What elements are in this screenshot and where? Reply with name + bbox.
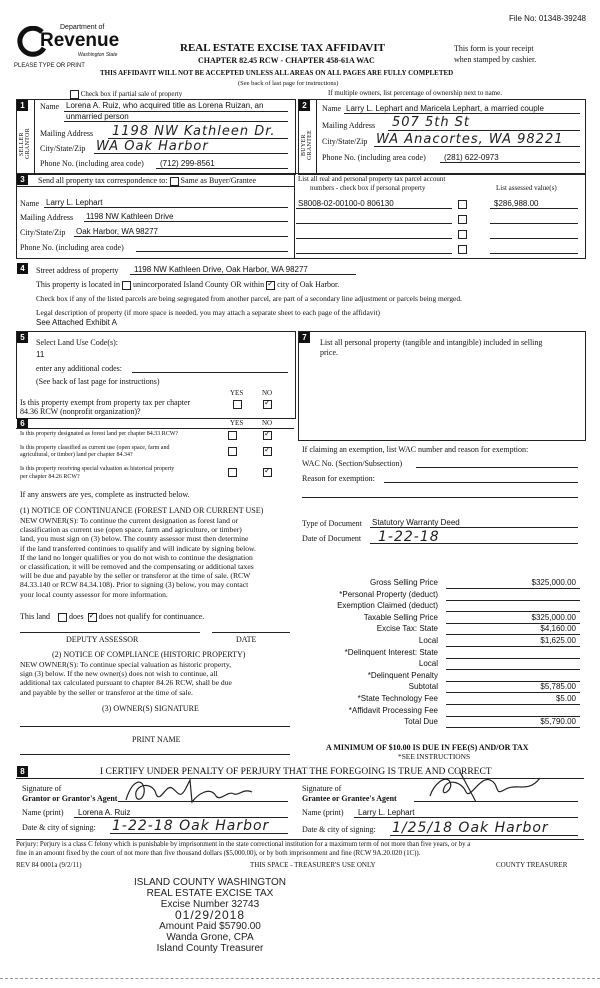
fee-row <box>300 706 580 718</box>
grantee-signature-label-2: Grantee or Grantee's Agent <box>302 794 397 803</box>
this-land-qualify: This land does ✓ does not qualify for continuance. <box>20 612 204 622</box>
tax-correspondence-label: Send all property tax correspondence to: Same as Buyer/Grantee <box>38 176 257 185</box>
grantee-date-value: 1/25/18 Oak Harbor <box>392 820 549 836</box>
notice-line: land, you must sign on (3) below. The county assessor must then determine <box>20 534 249 544</box>
assessed-heading: List assessed value(s) <box>496 184 557 192</box>
grantor-signature-label-1: Signature of <box>22 784 62 793</box>
sec5-yes-header: YES <box>230 389 244 397</box>
fee-label: Local <box>418 659 438 669</box>
parcel-number-value: S8008-02-00100-0 806130 <box>298 199 394 208</box>
logo-top-text: Department of <box>60 24 105 31</box>
correspondence-phone-label: Phone No. (including area code) <box>20 243 124 252</box>
current-use-yes-checkbox[interactable] <box>228 446 237 456</box>
buyer-mail-label: Mailing Address <box>322 121 376 130</box>
fee-label: Exemption Claimed (deduct) <box>337 601 438 611</box>
personal-property-checkbox-4[interactable] <box>458 244 467 254</box>
historic-question-2: per chapter 84.26 RCW? <box>20 474 80 480</box>
sec6-yes-header: YES <box>230 419 244 427</box>
see-back-note: (See back of last page for instructions) <box>238 80 339 87</box>
buyer-name-value: Larry L. Lephart and Maricela Lephart, a married couple <box>346 104 544 113</box>
fee-label: *Affidavit Processing Fee <box>348 705 438 715</box>
file-number: File No: 01348-39248 <box>509 14 586 23</box>
treasurer-space-label: THIS SPACE - TREASURER'S USE ONLY <box>250 861 376 869</box>
personal-property-heading-2: price. <box>320 348 338 357</box>
current-use-question-1: Is this property classified as current use (open space, farm and <box>20 445 170 451</box>
logo-sub-text: Washington State <box>78 52 118 58</box>
grantor-name-label: Name (print) <box>22 808 64 817</box>
grantee-name-value: Larry L. Lephart <box>358 808 415 817</box>
warning-banner: THIS AFFIDAVIT WILL NOT BE ACCEPTED UNLESS ALL AREAS ON ALL PAGES ARE FULLY COMPLETED <box>100 69 454 77</box>
notice-continuance-body <box>20 516 292 599</box>
grantee-date-label: Date & city of signing: <box>302 825 376 834</box>
notice-line: if the land transferred continues to qualify and will indicate by signing below. <box>20 543 256 553</box>
exemption-reason-label: Reason for exemption: <box>302 474 375 483</box>
historic-question-1: Is this property receiving special valuation as historical property <box>20 466 175 472</box>
fee-row <box>300 659 580 671</box>
historic-no-checkbox[interactable] <box>263 467 272 477</box>
dept-revenue-logo <box>16 22 126 64</box>
section-4-badge: 4 <box>17 263 28 274</box>
partial-sale-label: Check box if partial sale of property <box>70 90 182 99</box>
fee-label: Gross Selling Price <box>369 578 438 587</box>
see-instructions-note: *SEE INSTRUCTIONS <box>398 752 471 761</box>
correspondence-name-label: Name <box>20 199 40 208</box>
sec5-no-header: NO <box>262 389 273 397</box>
fee-value: $1,625.00 <box>540 635 576 645</box>
grantee-signature <box>420 768 560 804</box>
same-as-buyer-checkbox[interactable] <box>170 177 179 186</box>
fee-row <box>300 717 580 729</box>
minimum-due-notice: A MINIMUM OF $10.00 IS DUE IN FEE(S) AND/OR TAX <box>326 743 529 752</box>
correspondence-name-value: Larry L. Lephart <box>46 198 103 207</box>
seller-name-value-2: unmarried person <box>66 112 129 121</box>
exempt-question-2: 84.36 RCW (nonprofit organization)? <box>20 407 141 416</box>
fee-row <box>300 648 580 660</box>
fee-row <box>300 590 580 602</box>
correspondence-mail-label: Mailing Address <box>20 213 74 222</box>
print-name-label: PRINT NAME <box>132 735 181 744</box>
deputy-assessor-label: DEPUTY ASSESSOR <box>66 635 139 644</box>
fee-row <box>300 671 580 683</box>
notice-line: If the land no longer qualifies or you do not wish to continue the designation <box>20 552 253 562</box>
document-type-value: Statutory Warranty Deed <box>372 518 460 527</box>
legal-description-label: Legal description of property (if more space is needed, you may attach a separate sheet to each page of the affidavit) <box>36 308 380 317</box>
fee-value: $5,790.00 <box>540 717 576 727</box>
city-checkbox[interactable] <box>266 281 275 290</box>
seller-side-label: SELLER GRANTOR <box>19 128 31 160</box>
grantee-signature-label-1: Signature of <box>302 784 342 793</box>
fee-label: *Personal Property (deduct) <box>339 589 438 599</box>
fee-label: *State Technology Fee <box>357 693 438 703</box>
certify-statement: I CERTIFY UNDER PENALTY OF PERJURY THAT THE FOREGOING IS TRUE AND CORRECT <box>100 767 492 777</box>
fee-label: Local <box>418 635 438 645</box>
fee-label: *Delinquent Penalty <box>367 670 438 680</box>
multi-owners-note: If multiple owners, list percentage of ownership next to name. <box>328 89 502 97</box>
notice-line: classification as current use (open space, farm and agriculture, or timber) <box>20 525 242 535</box>
fee-row <box>300 694 580 706</box>
fee-row <box>300 682 580 694</box>
section-7-box <box>298 331 586 441</box>
fee-value: $4,160.00 <box>540 624 576 634</box>
current-use-no-checkbox[interactable] <box>263 446 272 456</box>
exempt-no-checkbox[interactable] <box>263 399 272 409</box>
stamp-line-4: 01/29/2018 <box>174 908 246 922</box>
section-7-badge: 7 <box>299 332 310 343</box>
unincorporated-checkbox[interactable] <box>122 281 131 290</box>
receipt-note-2: when stamped by cashier. <box>454 55 537 64</box>
seller-mail-value: 1198 NW Kathleen Dr. <box>112 124 276 139</box>
fee-label: *Delinquent Interest: State <box>344 647 438 657</box>
document-type-label: Type of Document <box>302 519 362 528</box>
section-1-badge: 1 <box>17 100 28 111</box>
historic-yes-checkbox[interactable] <box>228 467 237 477</box>
notice-line: or classification, it will be removed and the compensating or additional taxes <box>20 562 254 572</box>
fee-value: $325,000.00 <box>531 578 576 587</box>
land-does-checkbox[interactable] <box>58 613 67 622</box>
section-3-badge: 3 <box>17 174 28 185</box>
grantor-signature <box>120 774 270 808</box>
notice-line: and payable by the seller or transferor at the time of sale. <box>20 687 193 697</box>
seller-mail-label: Mailing Address <box>40 129 94 138</box>
assessor-date-label: DATE <box>236 635 257 644</box>
personal-property-heading-1: List all personal property (tangible and intangible) included in selling <box>320 338 543 347</box>
wac-number-label: WAC No. (Section/Subsection) <box>302 459 403 468</box>
partial-sale-checkbox[interactable] <box>70 90 79 99</box>
document-date-label: Date of Document <box>302 534 362 543</box>
stamp-line-3: Excise Number 32743 <box>160 899 260 910</box>
legal-description-value: See Attached Exhibit A <box>36 318 117 327</box>
seller-city-label: City/State/Zip <box>40 144 86 153</box>
buyer-name-label: Name <box>322 104 342 113</box>
fee-row <box>300 601 580 613</box>
stamp-line-6: Wanda Grone, CPA <box>166 932 254 943</box>
seller-name-value-1: Lorena A. Ruiz, who acquired title as Lorena Ruizan, an <box>66 101 264 110</box>
correspondence-city-value: Oak Harbor, WA 98277 <box>76 227 158 236</box>
notice-line: 84.33.140 or RCW 84.34.108). Prior to signing (3) below, you may contact <box>20 580 249 590</box>
fee-label: Total Due <box>404 717 438 727</box>
fee-value: $325,000.00 <box>531 612 576 622</box>
land-use-value: 11 <box>36 350 45 359</box>
if-yes-instructions: If any answers are yes, complete as instructed below. <box>20 490 190 499</box>
perjury-warning-2: fine in an amount fixed by the court of not more than five thousand dollars ($5,000.00), or by both imprisonment and fine (RCW 9A.20.020 (1C)). <box>16 850 421 857</box>
form-subtitle: CHAPTER 82.45 RCW - CHAPTER 458-61A WAC <box>198 56 375 65</box>
buyer-mail-value: 507 5th St <box>392 115 471 130</box>
stamp-line-2: REAL ESTATE EXCISE TAX <box>146 888 274 899</box>
fee-row <box>300 636 580 648</box>
land-use-label: Select Land Use Code(s): <box>36 338 118 347</box>
stamp-line-7: Island County Treasurer <box>156 943 264 954</box>
property-location: This property is located in unincorporated Island County OR within ✓ city of Oak Harbor. <box>36 280 339 290</box>
forest-land-question: Is this property designated as forest land per chapter 84.33 RCW? <box>20 431 179 437</box>
stamp-line-1: ISLAND COUNTY WASHINGTON <box>133 877 287 888</box>
notice-compliance-title: (2) NOTICE OF COMPLIANCE (HISTORIC PROPERTY) <box>52 650 246 659</box>
fee-label: Taxable Selling Price <box>363 612 438 622</box>
grantee-name-label: Name (print) <box>302 808 344 817</box>
seller-name-label: Name <box>40 102 60 111</box>
fee-row <box>300 578 580 590</box>
logo-main-text: Revenue <box>40 30 120 51</box>
personal-property-checkbox-1[interactable] <box>458 199 467 209</box>
exempt-question-1: Is this property exempt from property tax per chapter <box>20 398 191 407</box>
please-type: PLEASE TYPE OR PRINT <box>14 63 85 69</box>
section-5-badge: 5 <box>17 332 28 343</box>
forest-yes-checkbox[interactable] <box>228 430 237 440</box>
notice-line: NEW OWNER(S): To continue the current designation as forest land or <box>20 516 239 525</box>
seller-phone-label: Phone No. (including area code) <box>40 159 144 168</box>
segregated-check-text: Check box if any of the listed parcels are being segregated from another parcel, are part of a secondary line adjustment or parcels being merged. <box>36 294 462 303</box>
document-date-value: 1-22-18 <box>378 529 440 545</box>
notice-line: your local county assessor for more information. <box>20 589 168 599</box>
notice-continuance-title: (1) NOTICE OF CONTINUANCE (FOREST LAND OR CURRENT USE) <box>20 506 264 515</box>
exempt-yes-checkbox[interactable] <box>233 399 242 409</box>
grantor-date-label: Date & city of signing: <box>22 823 96 832</box>
fee-label: Excise Tax: State <box>376 624 438 634</box>
grantor-name-value: Lorena A. Ruiz <box>78 808 131 817</box>
correspondence-city-label: City/State/Zip <box>20 228 66 237</box>
street-address-value: 1198 NW Kathleen Drive, Oak Harbor, WA 98277 <box>134 265 308 274</box>
notice-line: will be due and payable by the seller or transferor at the time of sale. (RCW <box>20 571 251 581</box>
grantor-date-value: 1-22-18 Oak Harbor <box>112 818 270 834</box>
current-use-question-2: agricultural, or timber) land per chapter 84.34? <box>20 452 133 458</box>
buyer-side-label: BUYER GRANTEE <box>301 129 313 161</box>
correspondence-mail-value: 1198 NW Kathleen Drive <box>86 212 174 221</box>
notice-compliance-body <box>20 660 292 697</box>
section-8-badge: 8 <box>17 766 28 777</box>
fee-row <box>300 624 580 636</box>
sec6-no-header: NO <box>262 419 273 427</box>
fees-table <box>300 578 580 729</box>
section-6-badge: 6 <box>17 418 28 429</box>
fee-row <box>300 613 580 625</box>
notice-line: sign (3) below. If the new owner(s) does not wish to continue, all <box>20 669 218 679</box>
perjury-warning-1: Perjury: Perjury is a class C felony which is punishable by imprisonment in the state correctional institution for a maximum term of not more than five years, or by a <box>16 841 471 848</box>
buyer-city-label: City/State/Zip <box>322 137 368 146</box>
forest-no-checkbox[interactable] <box>263 430 272 440</box>
revision-number: REV 84 0001a (9/2/11) <box>16 861 82 869</box>
parcel-heading-2: numbers - check box if personal property <box>310 184 426 192</box>
personal-property-checkbox-3[interactable] <box>458 229 467 239</box>
assessed-value: $286,988.00 <box>494 199 539 208</box>
fee-value: $5.00 <box>555 693 576 703</box>
exemption-claim-text: If claiming an exemption, list WAC number and reason for exemption: <box>302 445 529 454</box>
stamp-line-5: Amount Paid $5790.00 <box>159 921 261 932</box>
owner-signature-label: (3) OWNER(S) SIGNATURE <box>102 704 199 713</box>
street-address-label: Street address of property <box>36 266 119 275</box>
additional-codes-label: enter any additional codes: <box>36 364 122 373</box>
parcel-heading-1: List all real and personal property tax parcel account <box>298 175 446 183</box>
buyer-city-value: WA Anacortes, WA 98221 <box>376 132 564 147</box>
form-title: REAL ESTATE EXCISE TAX AFFIDAVIT <box>180 42 385 54</box>
receipt-note-1: This form is your receipt <box>454 44 534 53</box>
land-use-see-back: (See back of last page for instructions) <box>36 377 160 386</box>
buyer-phone-label: Phone No. (including area code) <box>322 153 426 162</box>
county-treasurer-label: COUNTY TREASURER <box>496 861 568 869</box>
seller-phone-value: (712) 299-8561 <box>160 159 215 168</box>
treasurer-stamp <box>120 877 300 954</box>
notice-line: NEW OWNER(S): To continue special valuation as historic property, <box>20 660 232 669</box>
grantor-signature-label-2: Grantor or Grantor's Agent <box>22 794 118 803</box>
section-2-badge: 2 <box>299 100 310 111</box>
buyer-phone-value: (281) 622-0973 <box>444 153 499 162</box>
fee-value: $5,785.00 <box>540 682 576 692</box>
land-does-not-checkbox[interactable] <box>88 613 97 622</box>
seller-city-value: WA Oak Harbor <box>96 139 209 154</box>
notice-line: additional tax calculated pursuant to chapter 84.26 RCW, shall be due <box>20 678 232 688</box>
fee-label: Subtotal <box>408 682 438 692</box>
personal-property-checkbox-2[interactable] <box>458 214 467 224</box>
